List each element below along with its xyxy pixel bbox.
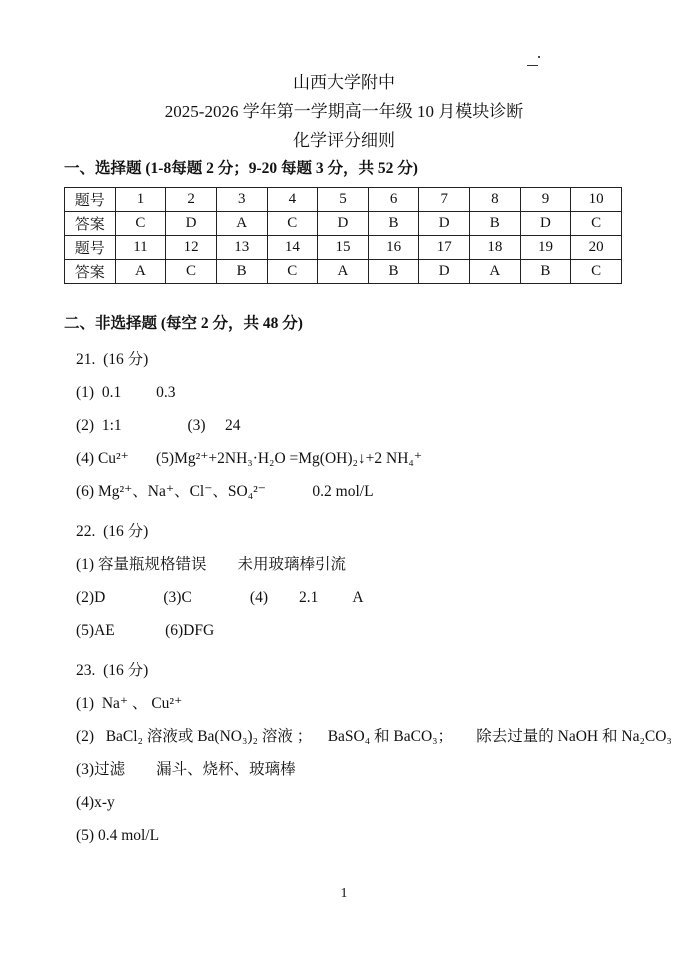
table-row: [65, 260, 622, 284]
q23-line-1: (1) Na⁺ 、 Cu²⁺: [76, 695, 183, 712]
stray-dot: [538, 56, 540, 58]
table-cell: B: [470, 212, 521, 236]
table-cell: 9: [520, 188, 571, 212]
table-cell: 19: [520, 236, 571, 260]
table-cell: 2: [166, 188, 217, 212]
table-cell: B: [368, 260, 419, 284]
table-cell: 6: [368, 188, 419, 212]
table-cell: C: [571, 212, 622, 236]
q22-line-2: (2)D (3)C (4) 2.1 A: [76, 589, 364, 606]
table-row: [65, 212, 622, 236]
question-21: [64, 350, 624, 502]
table-row: [65, 188, 622, 212]
table-cell: B: [368, 212, 419, 236]
table-cell: 13: [216, 236, 267, 260]
table-cell: 10: [571, 188, 622, 212]
table-cell: 16: [368, 236, 419, 260]
question-22: [64, 522, 624, 641]
table-cell: 20: [571, 236, 622, 260]
table-cell: 11: [115, 236, 166, 260]
q23-line-5: (5) 0.4 mol/L: [76, 827, 160, 844]
table-cell: D: [166, 212, 217, 236]
table-cell: A: [115, 260, 166, 284]
table-cell: 18: [470, 236, 521, 260]
table-cell: 答案: [65, 260, 116, 284]
table-cell: B: [520, 260, 571, 284]
school-name: 山西大学附中: [293, 73, 395, 92]
table-cell: 答案: [65, 212, 116, 236]
table-cell: 题号: [65, 236, 116, 260]
table-cell: 17: [419, 236, 470, 260]
table-cell: A: [318, 260, 369, 284]
table-cell: C: [267, 260, 318, 284]
table-cell: 3: [216, 188, 267, 212]
subject-title: 化学评分细则: [293, 131, 395, 150]
table-cell: D: [520, 212, 571, 236]
table-cell: A: [470, 260, 521, 284]
stray-mark: [527, 54, 547, 68]
table-cell: D: [419, 212, 470, 236]
table-cell: 题号: [65, 188, 116, 212]
q23-line-3: (3)过滤 漏斗、烧杯、玻璃棒: [76, 761, 296, 778]
stray-dash: [527, 65, 538, 66]
table-cell: C: [166, 260, 217, 284]
table-cell: C: [571, 260, 622, 284]
table-cell: 7: [419, 188, 470, 212]
q21-line-1: (1) 0.1 0.3: [76, 384, 176, 401]
table-cell: A: [216, 212, 267, 236]
section1-heading: 一、选择题 (1-8每题 2 分；9-20 每题 3 分，共 52 分): [64, 160, 418, 177]
title-block: [64, 68, 624, 155]
q21-line-2: (2) 1:1 (3) 24: [76, 417, 241, 434]
table-cell: 14: [267, 236, 318, 260]
section2-heading: 二、非选择题 (每空 2 分，共 48 分): [64, 315, 303, 332]
q22-line-3: (5)AE (6)DFG: [76, 622, 215, 639]
q21-line-3: (4) Cu²⁺ (5)Mg²⁺+2NH₃·H₂O =Mg(OH)₂↓+2 NH₄⁺: [76, 450, 423, 467]
question-23: [64, 661, 672, 846]
table-cell: B: [216, 260, 267, 284]
table-cell: 1: [115, 188, 166, 212]
page-number: 1: [340, 886, 348, 901]
exam-title: 2025-2026 学年第一学期高一年级 10 月模块诊断: [164, 102, 524, 121]
table-cell: 12: [166, 236, 217, 260]
table-cell: D: [318, 212, 369, 236]
table-cell: C: [267, 212, 318, 236]
q23-line-4: (4)x-y: [76, 794, 115, 811]
table-cell: 4: [267, 188, 318, 212]
table-cell: C: [115, 212, 166, 236]
q23-title: 23. (16 分): [76, 662, 149, 679]
table-cell: 15: [318, 236, 369, 260]
table-row: [65, 236, 622, 260]
q21-title: 21. (16 分): [76, 351, 149, 368]
table-cell: 5: [318, 188, 369, 212]
table-cell: 8: [470, 188, 521, 212]
q21-line-4: (6) Mg²⁺、Na⁺、Cl⁻、SO₄²⁻ 0.2 mol/L: [76, 483, 374, 500]
table-cell: D: [419, 260, 470, 284]
q23-line-2: (2) BaCl₂ 溶液或 Ba(NO₃)₂ 溶液 ； BaSO₄ 和 BaCO₃； 除去过量的 NaOH 和 Na₂CO₃: [76, 728, 672, 745]
answer-table: [64, 187, 622, 284]
q22-line-1: (1) 容量瓶规格错误 未用玻璃棒引流: [76, 556, 346, 573]
q22-title: 22. (16 分): [76, 523, 149, 540]
